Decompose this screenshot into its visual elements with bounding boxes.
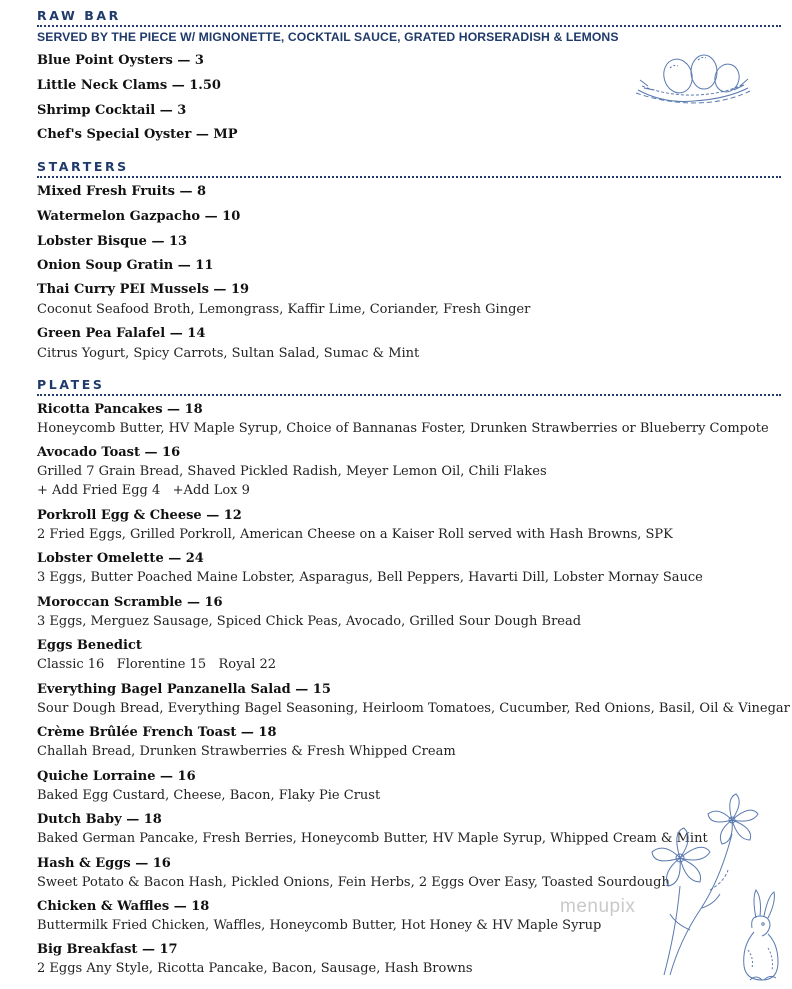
watermark-logo: menupix	[560, 896, 636, 917]
menu-item-name: Lobster Bisque — 13	[37, 234, 188, 249]
menu-item-name: Eggs Benedict	[37, 638, 142, 653]
starters-divider	[37, 176, 781, 178]
menu-item-name: Watermelon Gazpacho — 10	[37, 209, 241, 224]
raw-bar-heading: RAW BAR	[37, 8, 121, 23]
menu-item-description: Baked German Pancake, Fresh Berries, Honeycomb Butter, HV Maple Syrup, Whipped Cream & Mint	[37, 831, 708, 846]
starters-heading: STARTERS	[37, 159, 129, 174]
menu-item-name: Onion Soup Gratin — 11	[37, 258, 214, 273]
menu-item-description: 3 Eggs, Butter Poached Maine Lobster, Asparagus, Bell Peppers, Havarti Dill, Lobster Mornay Sauce	[37, 570, 703, 585]
menu-item-description: Sweet Potato & Bacon Hash, Pickled Onions, Fein Herbs, 2 Eggs Over Easy, Toasted Sourdough	[37, 875, 670, 890]
menu-item-name: Hash & Eggs — 16	[37, 856, 171, 871]
rabbit-icon	[738, 888, 784, 984]
menu-item-name: Ricotta Pancakes — 18	[37, 402, 203, 417]
menu-item-name: Little Neck Clams — 1.50	[37, 78, 221, 93]
menu-item-name: Porkroll Egg & Cheese — 12	[37, 508, 242, 523]
menu-item-description: 2 Eggs Any Style, Ricotta Pancake, Bacon, Sausage, Hash Browns	[37, 961, 473, 976]
menu-item-addons: + Add Fried Egg 4 +Add Lox 9	[37, 483, 250, 498]
menu-item-name: Blue Point Oysters — 3	[37, 53, 204, 68]
menu-item-name: Mixed Fresh Fruits — 8	[37, 184, 207, 199]
menu-item-description: Grilled 7 Grain Bread, Shaved Pickled Radish, Meyer Lemon Oil, Chili Flakes	[37, 464, 547, 479]
menu-item-name: Moroccan Scramble — 16	[37, 595, 223, 610]
menu-item-description: Baked Egg Custard, Cheese, Bacon, Flaky Pie Crust	[37, 788, 381, 803]
plates-divider	[37, 394, 781, 396]
menu-item-name: Thai Curry PEI Mussels — 19	[37, 282, 250, 297]
menu-item-name: Avocado Toast — 16	[37, 445, 181, 460]
menu-item-name: Big Breakfast — 17	[37, 942, 178, 957]
menu-item-description: Citrus Yogurt, Spicy Carrots, Sultan Salad, Sumac & Mint	[37, 346, 420, 361]
menu-item-name: Chef's Special Oyster — MP	[37, 127, 238, 142]
menu-item-name: Everything Bagel Panzanella Salad — 15	[37, 682, 331, 697]
menu-item-name: Lobster Omelette — 24	[37, 551, 204, 566]
plates-heading: PLATES	[37, 377, 105, 392]
egg-nest-icon	[634, 46, 752, 106]
menu-item-description: Honeycomb Butter, HV Maple Syrup, Choice of Bannanas Foster, Drunken Strawberries or Blueberry Compote	[37, 421, 769, 436]
menu-item-name: Chicken & Waffles — 18	[37, 899, 210, 914]
menu-item-description: 3 Eggs, Merguez Sausage, Spiced Chick Peas, Avocado, Grilled Sour Dough Bread	[37, 614, 582, 629]
menu-item-name: Green Pea Falafel — 14	[37, 326, 206, 341]
menu-item-description: Classic 16 Florentine 15 Royal 22	[37, 657, 277, 672]
raw-bar-subtitle: SERVED BY THE PIECE W/ MIGNONETTE, COCKTAIL SAUCE, GRATED HORSERADISH & LEMONS	[37, 30, 619, 44]
raw-bar-divider	[37, 25, 781, 27]
menu-item-description: 2 Fried Eggs, Grilled Porkroll, American Cheese on a Kaiser Roll served with Hash Browns, SPK	[37, 527, 673, 542]
menu-item-name: Dutch Baby — 18	[37, 812, 162, 827]
menu-item-description: Challah Bread, Drunken Strawberries & Fresh Whipped Cream	[37, 744, 456, 759]
menu-item-description: Buttermilk Fried Chicken, Waffles, Honeycomb Butter, Hot Honey & HV Maple Syrup	[37, 918, 602, 933]
menu-item-description: Coconut Seafood Broth, Lemongrass, Kaffir Lime, Coriander, Fresh Ginger	[37, 302, 531, 317]
menu-item-name: Shrimp Cocktail — 3	[37, 103, 187, 118]
menu-item-name: Quiche Lorraine — 16	[37, 769, 196, 784]
menu-item-name: Crème Brûlée French Toast — 18	[37, 725, 277, 740]
menu-item-description: Sour Dough Bread, Everything Bagel Seasoning, Heirloom Tomatoes, Cucumber, Red Onions, Basil, Oil & Vinegar	[37, 701, 790, 716]
